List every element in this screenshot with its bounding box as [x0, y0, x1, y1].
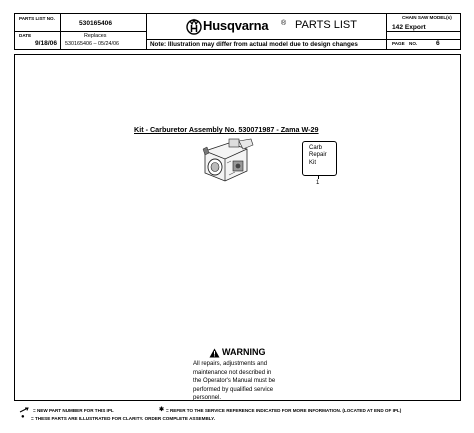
warning-line-3: the Operator's Manual must be	[193, 378, 276, 385]
ref-leader-line	[318, 175, 319, 179]
new-part-arrow-icon	[19, 407, 31, 413]
warning-line-4: performed by qualified service	[193, 386, 274, 393]
carb-repair-kit-label	[309, 145, 327, 167]
page-no-label: NO.	[409, 41, 418, 46]
warning-triangle-icon	[209, 348, 220, 358]
warning-line-1: All repairs, adjustments and	[193, 361, 268, 367]
parts-list-no: 530165406	[79, 20, 113, 27]
warning-title: WARNING	[222, 347, 266, 357]
kit-box-line-2: Repair	[309, 152, 327, 159]
kit-title: Kit - Carburetor Assembly No. 530071987 - Zama W-29	[134, 125, 319, 134]
kit-box-line-3: Kit	[309, 159, 317, 166]
warning-block	[193, 347, 288, 403]
legend-service-reference: = REFER TO THE SERVICE REFERENCE INDICATED FOR MORE INFORMATION. (LOCATED AT END OF IPL)	[166, 408, 402, 413]
ref-number: 1	[316, 180, 320, 186]
replaces-value: 530165406 – 05/24/06	[65, 41, 119, 47]
parts-list-no-label: PARTS LIST NO.	[19, 16, 55, 21]
brand-name: Husqvarna	[203, 18, 269, 33]
model-value: 142 Export	[392, 24, 426, 31]
design-note: Note: Illustration may differ from actual model due to design changes	[150, 41, 358, 48]
carb-repair-kit-box	[302, 141, 337, 176]
replaces-label: Replaces	[84, 33, 107, 39]
warning-line-5: personnel.	[193, 395, 222, 402]
carburetor-icon	[199, 137, 257, 187]
bullet-icon: ●	[21, 414, 25, 420]
warning-text	[193, 360, 288, 403]
carburetor-illustration	[199, 137, 257, 192]
warning-header	[193, 347, 288, 358]
star-icon: ✱	[159, 407, 165, 413]
legend-new-part: = NEW PART NUMBER FOR THIS IPL	[33, 408, 114, 413]
document-title: PARTS LIST	[295, 19, 357, 31]
husqvarna-logo	[186, 18, 202, 40]
kit-box-line-1: Carb	[309, 145, 323, 151]
model-label: CHAIN SAW MODEL(s)	[402, 15, 452, 20]
date-value: 9/18/06	[35, 40, 57, 47]
legend-illustrated-parts: = THESE PARTS ARE ILLUSTRATED FOR CLARITY. ORDER COMPLETE ASSEMBLY.	[31, 416, 215, 421]
warning-line-2: maintenance not described in	[193, 369, 272, 376]
date-label: DATE	[19, 33, 32, 38]
page-number: 6	[436, 40, 440, 47]
crown-h-icon	[186, 18, 202, 35]
page-label: PAGE	[392, 41, 405, 46]
registered-mark: ®	[281, 20, 287, 27]
